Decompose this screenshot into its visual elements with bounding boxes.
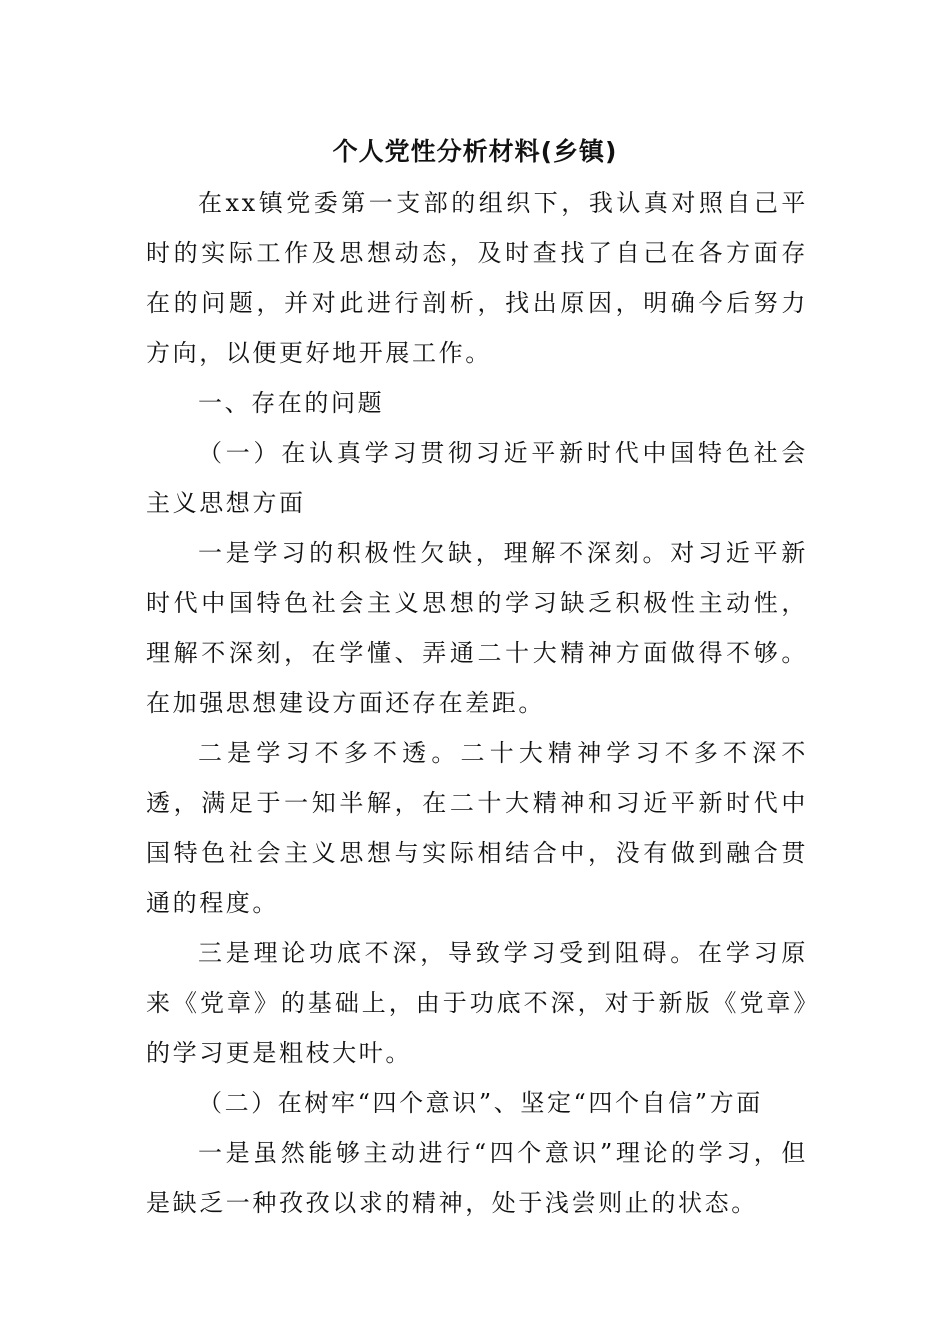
document-body <box>146 178 808 1228</box>
subsection-heading-2: （二）在树牢“四个意识”、坚定“四个自信”方面 <box>198 1089 763 1117</box>
body-paragraph: 一是学习的积极性欠缺，理解不深刻。对习近平新时代中国特色社会主义思想的学习缺乏积极性主动性，理解不深刻，在学懂、弄通二十大精神方面做得不够。在加强思想建设方面还存在差距。 <box>146 539 808 717</box>
section-heading-problems: 一、存在的问题 <box>198 389 385 417</box>
body-paragraph: 二是学习不多不透。二十大精神学习不多不深不透，满足于一知半解，在二十大精神和习近平新时代中国特色社会主义思想与实际相结合中，没有做到融合贯通的程度。 <box>146 739 808 917</box>
subsection-heading-1: （一）在认真学习贯彻习近平新时代中国特色社会主义思想方面 <box>146 439 808 517</box>
body-paragraph: 一是虽然能够主动进行“四个意识”理论的学习，但是缺乏一种孜孜以求的精神，处于浅尝则止的状态。 <box>146 1139 808 1217</box>
body-paragraph: 三是理论功底不深，导致学习受到阻碍。在学习原来《党章》的基础上，由于功底不深，对于新版《党章》的学习更是粗枝大叶。 <box>146 939 808 1067</box>
document-title: 个人党性分析材料(乡镇) <box>332 137 618 166</box>
intro-paragraph: 在xx镇党委第一支部的组织下，我认真对照自己平时的实际工作及思想动态，及时查找了自己在各方面存在的问题，并对此进行剖析，找出原因，明确今后努力方向，以便更好地开展工作。 <box>146 189 808 367</box>
